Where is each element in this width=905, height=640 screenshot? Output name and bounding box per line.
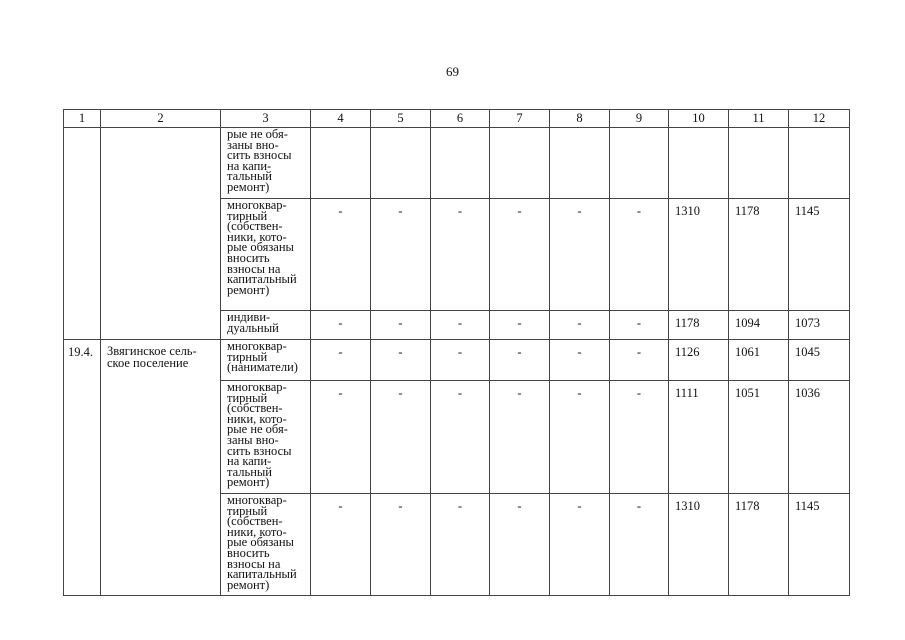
dash-cell: -	[371, 311, 431, 340]
table-row	[64, 340, 850, 381]
value-cell: 1094	[729, 311, 789, 340]
dash-cell: -	[610, 311, 669, 340]
dash-cell: -	[610, 381, 669, 494]
column-header: 7	[490, 110, 550, 128]
column-header: 11	[729, 110, 789, 128]
value-cell	[669, 128, 729, 199]
dash-cell: -	[431, 199, 490, 311]
dash-cell: -	[550, 340, 610, 381]
value-cell: 1310	[669, 199, 729, 311]
column-header: 12	[789, 110, 850, 128]
dash-cell	[371, 128, 431, 199]
column-header: 6	[431, 110, 490, 128]
page-number: 69	[446, 64, 459, 79]
dash-cell: -	[371, 199, 431, 311]
housing-type-cell: многоквар- тирный (собствен- ники, кото- рые не обя- заны вно- сить взносы на капи- тальный ремонт)	[221, 381, 311, 494]
dash-cell: -	[371, 381, 431, 494]
value-cell: 1036	[789, 381, 850, 494]
housing-type-cell: индиви- дуальный	[221, 311, 311, 340]
settlement-code: 19.4.	[64, 340, 101, 596]
settlement-name: Звягинское сель- ское поселение	[101, 340, 221, 596]
housing-type-cell: рые не обя- заны вно- сить взносы на капи- тальный ремонт)	[221, 128, 311, 199]
value-cell	[729, 128, 789, 199]
dash-cell: -	[490, 199, 550, 311]
row-code-cell	[64, 128, 101, 340]
housing-type-cell: многоквар- тирный (собствен- ники, кото- рые обязаны вносить взносы на капитальный ремонт)	[221, 199, 311, 311]
header-row	[64, 110, 850, 128]
dash-cell: -	[550, 381, 610, 494]
column-header: 3	[221, 110, 311, 128]
housing-type-cell: многоквар- тирный (собствен- ники, кото- рые обязаны вносить взносы на капитальный ремонт)	[221, 494, 311, 596]
housing-type-cell: многоквар- тирный (наниматели)	[221, 340, 311, 381]
table-row	[64, 128, 850, 199]
value-cell	[789, 128, 850, 199]
dash-cell: -	[431, 311, 490, 340]
dash-cell: -	[371, 340, 431, 381]
column-header: 2	[101, 110, 221, 128]
tariff-table	[63, 109, 850, 596]
value-cell: 1061	[729, 340, 789, 381]
column-header: 8	[550, 110, 610, 128]
value-cell: 1111	[669, 381, 729, 494]
dash-cell: -	[311, 340, 371, 381]
dash-cell: -	[490, 311, 550, 340]
column-header: 5	[371, 110, 431, 128]
dash-cell: -	[610, 340, 669, 381]
value-cell: 1145	[789, 494, 850, 596]
value-cell: 1178	[669, 311, 729, 340]
dash-cell	[431, 128, 490, 199]
dash-cell	[550, 128, 610, 199]
dash-cell	[311, 128, 371, 199]
value-cell: 1073	[789, 311, 850, 340]
value-cell: 1045	[789, 340, 850, 381]
value-cell: 1051	[729, 381, 789, 494]
dash-cell: -	[550, 311, 610, 340]
dash-cell	[490, 128, 550, 199]
dash-cell: -	[311, 311, 371, 340]
dash-cell: -	[311, 199, 371, 311]
dash-cell: -	[490, 494, 550, 596]
value-cell: 1178	[729, 494, 789, 596]
dash-cell: -	[490, 340, 550, 381]
dash-cell	[610, 128, 669, 199]
dash-cell: -	[550, 494, 610, 596]
dash-cell: -	[610, 494, 669, 596]
dash-cell: -	[431, 340, 490, 381]
value-cell: 1126	[669, 340, 729, 381]
dash-cell: -	[311, 381, 371, 494]
dash-cell: -	[371, 494, 431, 596]
dash-cell: -	[311, 494, 371, 596]
dash-cell: -	[490, 381, 550, 494]
column-header: 10	[669, 110, 729, 128]
dash-cell: -	[431, 494, 490, 596]
value-cell: 1145	[789, 199, 850, 311]
column-header: 1	[64, 110, 101, 128]
dash-cell: -	[610, 199, 669, 311]
dash-cell: -	[550, 199, 610, 311]
value-cell: 1310	[669, 494, 729, 596]
column-header: 9	[610, 110, 669, 128]
row-name-cell	[101, 128, 221, 340]
value-cell: 1178	[729, 199, 789, 311]
dash-cell: -	[431, 381, 490, 494]
column-header: 4	[311, 110, 371, 128]
